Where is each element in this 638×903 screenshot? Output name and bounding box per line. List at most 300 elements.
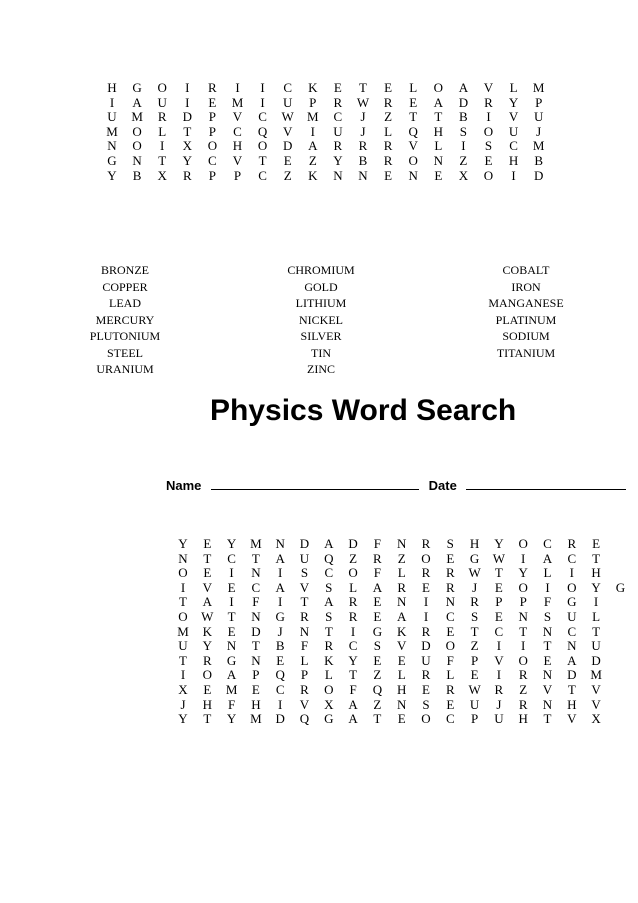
top-grid-letter[interactable]: J (536, 123, 542, 139)
top-grid-letter[interactable]: I (511, 167, 516, 183)
bottom-grid-letter[interactable]: P (470, 652, 479, 668)
bottom-grid-letter[interactable]: I (593, 594, 599, 610)
bottom-grid-letter[interactable]: H (202, 696, 212, 712)
bottom-grid-letter[interactable]: A (275, 579, 285, 595)
bottom-grid-letter[interactable]: X (324, 696, 334, 712)
top-grid-letter[interactable]: Y (508, 94, 519, 110)
bottom-grid-letter[interactable]: U (421, 652, 431, 668)
bottom-grid-letter[interactable]: A (324, 536, 334, 551)
bottom-grid-letter[interactable]: S (300, 565, 309, 581)
bottom-grid-letter[interactable]: F (300, 638, 309, 654)
bottom-grid-letter[interactable]: Y (178, 711, 188, 727)
bottom-grid-letter[interactable]: S (325, 579, 333, 595)
bottom-grid-letter[interactable]: J (277, 623, 283, 639)
bottom-grid-letter[interactable]: R (373, 550, 382, 566)
bottom-grid-letter[interactable]: T (470, 623, 479, 639)
bottom-grid-letter[interactable]: E (373, 609, 382, 624)
bottom-grid-letter[interactable]: A (372, 579, 383, 595)
bottom-grid-letter[interactable]: V (299, 579, 310, 595)
top-grid-letter[interactable]: R (157, 109, 167, 125)
bottom-grid-letter[interactable]: G (324, 711, 334, 727)
bottom-grid-letter[interactable]: R (445, 682, 455, 697)
bottom-grid-letter[interactable]: A (324, 594, 334, 610)
bottom-grid-letter[interactable]: C (251, 579, 261, 595)
bottom-grid-letter[interactable]: L (300, 652, 309, 668)
top-grid-letter[interactable]: R (208, 80, 217, 95)
bottom-grid-letter[interactable]: W (468, 565, 481, 581)
bottom-grid-letter[interactable]: E (227, 579, 236, 595)
top-grid-letter[interactable]: O (257, 138, 268, 154)
top-grid-letter[interactable]: U (533, 109, 544, 125)
bottom-grid-letter[interactable]: N (251, 652, 261, 668)
bottom-grid-letter[interactable]: F (446, 652, 454, 668)
bottom-grid-letter[interactable]: H (567, 696, 577, 712)
bottom-grid-letter[interactable]: C (567, 623, 577, 639)
top-grid-letter[interactable]: O (483, 167, 494, 183)
bottom-grid-letter[interactable]: E (422, 579, 430, 595)
bottom-grid-letter[interactable]: P (252, 667, 260, 683)
top-grid-letter[interactable]: I (310, 123, 315, 139)
top-grid-letter[interactable]: V (508, 109, 519, 125)
bottom-grid-letter[interactable]: N (542, 623, 553, 639)
top-grid-letter[interactable]: M (106, 123, 118, 139)
bottom-grid-letter[interactable]: E (203, 536, 212, 551)
bottom-grid-letter[interactable]: I (496, 667, 502, 683)
bottom-grid-letter[interactable]: Z (470, 638, 479, 654)
bottom-grid-letter[interactable]: N (542, 696, 553, 712)
bottom-grid-letter[interactable]: T (519, 623, 528, 639)
bottom-grid-letter[interactable]: B (275, 638, 285, 654)
bottom-grid-letter[interactable]: T (592, 550, 601, 566)
top-grid-letter[interactable]: T (158, 153, 167, 168)
bottom-grid-letter[interactable]: S (446, 536, 454, 551)
top-grid-letter[interactable]: R (484, 94, 493, 110)
bottom-grid-letter[interactable]: E (227, 623, 236, 639)
top-grid-letter[interactable]: C (208, 153, 217, 168)
bottom-grid-letter[interactable]: A (226, 667, 237, 683)
top-grid-letter[interactable]: Z (283, 167, 292, 183)
top-grid-letter[interactable]: B (459, 109, 468, 125)
top-grid-letter[interactable]: N (132, 153, 142, 168)
top-grid-letter[interactable]: E (384, 80, 393, 95)
bottom-grid-letter[interactable]: F (349, 682, 357, 697)
bottom-grid-letter[interactable]: G (275, 609, 285, 624)
top-grid-letter[interactable]: B (132, 167, 142, 183)
bottom-grid-letter[interactable]: N (251, 565, 261, 581)
top-grid-letter[interactable]: M (307, 109, 319, 125)
bottom-grid-letter[interactable]: E (543, 652, 552, 668)
top-grid-letter[interactable]: P (535, 94, 543, 110)
bottom-grid-letter[interactable]: K (396, 623, 407, 639)
bottom-grid-letter[interactable]: O (567, 579, 577, 595)
bottom-grid-letter[interactable]: E (446, 696, 455, 712)
top-grid-letter[interactable]: K (308, 167, 318, 183)
top-grid-letter[interactable]: V (232, 109, 243, 125)
top-grid-letter[interactable]: B (358, 153, 368, 168)
bottom-grid-letter[interactable]: A (202, 594, 212, 610)
bottom-grid-letter[interactable]: F (373, 565, 381, 581)
bottom-grid-letter[interactable]: I (278, 696, 283, 712)
bottom-grid-letter[interactable]: P (470, 711, 479, 727)
bottom-grid-letter[interactable]: E (203, 682, 212, 697)
top-grid-letter[interactable]: M (231, 94, 244, 110)
top-grid-letter[interactable]: I (235, 80, 240, 95)
top-grid-letter[interactable]: H (508, 153, 519, 168)
bottom-grid-letter[interactable]: O (421, 550, 431, 566)
top-grid-letter[interactable]: P (208, 109, 216, 125)
top-grid-letter[interactable]: D (458, 94, 469, 110)
bottom-grid-letter[interactable]: E (422, 682, 430, 697)
top-grid-letter[interactable]: J (360, 123, 366, 139)
bottom-grid-letter[interactable]: U (591, 638, 601, 654)
bottom-grid-letter[interactable]: T (179, 652, 187, 668)
bottom-grid-letter[interactable]: F (543, 594, 552, 610)
top-grid-letter[interactable]: N (408, 167, 418, 183)
top-grid-letter[interactable]: O (132, 123, 142, 139)
bottom-grid-letter[interactable]: O (518, 536, 528, 551)
bottom-grid-letter[interactable]: L (349, 579, 358, 595)
top-grid-letter[interactable]: L (509, 80, 518, 95)
bottom-grid-letter[interactable]: R (348, 609, 358, 624)
top-grid-letter[interactable]: I (260, 94, 265, 110)
bottom-grid-letter[interactable]: T (373, 711, 382, 727)
bottom-grid-letter[interactable]: L (397, 565, 406, 581)
bottom-grid-letter[interactable]: E (397, 652, 406, 668)
top-grid-letter[interactable]: X (182, 138, 192, 154)
top-grid-letter[interactable]: U (333, 123, 343, 139)
bottom-grid-letter[interactable]: T (494, 565, 503, 581)
bottom-grid-letter[interactable]: T (203, 550, 212, 566)
bottom-grid-letter[interactable]: R (494, 682, 504, 697)
bottom-grid-letter[interactable]: T (592, 623, 601, 639)
top-grid-letter[interactable]: L (158, 123, 167, 139)
bottom-grid-letter[interactable]: H (396, 682, 407, 697)
bottom-grid-letter[interactable]: L (397, 667, 406, 683)
top-grid-letter[interactable]: I (109, 94, 115, 110)
bottom-grid-letter[interactable]: A (275, 550, 285, 566)
top-grid-letter[interactable]: E (484, 153, 493, 168)
bottom-grid-letter[interactable]: C (275, 682, 285, 697)
bottom-grid-letter[interactable]: V (396, 638, 407, 654)
bottom-grid-letter[interactable]: V (591, 696, 601, 712)
top-grid-letter[interactable]: O (207, 138, 218, 154)
top-grid-letter[interactable]: I (185, 80, 190, 95)
bottom-grid-letter[interactable]: T (543, 638, 552, 654)
bottom-grid-letter[interactable]: S (325, 609, 333, 624)
bottom-grid-letter[interactable]: H (591, 565, 601, 581)
bottom-grid-letter[interactable]: T (543, 711, 552, 727)
bottom-grid-letter[interactable]: U (299, 550, 310, 566)
top-grid-letter[interactable]: E (283, 153, 292, 168)
bottom-grid-letter[interactable]: Z (373, 667, 382, 683)
top-grid-letter[interactable]: E (208, 94, 217, 110)
bottom-grid-letter[interactable]: S (373, 638, 381, 654)
bottom-grid-letter[interactable]: R (421, 667, 431, 683)
bottom-grid-letter[interactable]: E (397, 711, 406, 727)
bottom-grid-letter[interactable]: N (299, 623, 310, 639)
bottom-grid-letter[interactable]: R (300, 682, 309, 697)
bottom-grid-letter[interactable]: R (518, 667, 528, 683)
top-grid-letter[interactable]: S (459, 123, 467, 139)
bottom-grid-letter[interactable]: R (421, 623, 431, 639)
bottom-grid-letter[interactable]: O (178, 565, 188, 581)
top-grid-letter[interactable]: U (107, 109, 117, 125)
top-grid-letter[interactable]: E (384, 167, 393, 183)
top-grid-letter[interactable]: Y (182, 153, 192, 168)
bottom-grid-letter[interactable]: V (542, 682, 553, 697)
top-grid-letter[interactable]: R (358, 138, 368, 154)
top-grid-letter[interactable]: X (157, 167, 167, 183)
bottom-grid-letter[interactable]: T (203, 711, 212, 727)
top-grid-letter[interactable]: U (157, 94, 167, 110)
top-grid-letter[interactable]: T (409, 109, 418, 125)
top-grid-letter[interactable]: V (483, 80, 494, 95)
bottom-grid-letter[interactable]: N (226, 638, 237, 654)
bottom-grid-letter[interactable]: N (396, 696, 407, 712)
bottom-grid-letter[interactable]: U (178, 638, 188, 654)
bottom-grid-letter[interactable]: C (543, 536, 552, 551)
bottom-grid-letter[interactable]: T (251, 638, 260, 654)
top-grid-letter[interactable]: C (233, 123, 242, 139)
top-grid-letter[interactable]: A (132, 94, 142, 110)
top-grid-letter[interactable]: S (484, 138, 493, 154)
bottom-grid-letter[interactable]: A (542, 550, 553, 566)
bottom-grid-letter[interactable]: F (252, 594, 260, 610)
bottom-grid-letter[interactable]: I (545, 579, 550, 595)
bottom-grid-letter[interactable]: I (521, 638, 526, 654)
bottom-grid-letter[interactable]: R (567, 536, 577, 551)
bottom-grid-letter[interactable]: D (591, 652, 601, 668)
bottom-grid-letter[interactable]: W (468, 682, 481, 697)
top-grid-letter[interactable]: T (183, 123, 192, 139)
bottom-grid-letter[interactable]: W (492, 550, 506, 566)
bottom-grid-letter[interactable]: D (348, 536, 358, 551)
bottom-grid-letter[interactable]: C (494, 623, 504, 639)
top-grid-letter[interactable]: A (458, 80, 469, 95)
top-grid-letter[interactable]: P (208, 167, 216, 183)
top-grid-letter[interactable]: I (461, 138, 466, 154)
bottom-grid-letter[interactable]: Z (519, 682, 528, 697)
bottom-grid-letter[interactable]: M (250, 536, 262, 551)
top-grid-letter[interactable]: R (383, 94, 393, 110)
bottom-grid-letter[interactable]: L (592, 609, 601, 624)
bottom-grid-letter[interactable]: O (202, 667, 212, 683)
bottom-grid-letter[interactable]: E (446, 623, 455, 639)
top-grid-letter[interactable]: U (508, 123, 519, 139)
bottom-grid-letter[interactable]: S (470, 609, 479, 624)
bottom-grid-letter[interactable]: M (590, 667, 602, 683)
bottom-grid-letter[interactable]: H (518, 711, 528, 727)
bottom-grid-letter[interactable]: L (324, 667, 333, 683)
bottom-grid-letter[interactable]: X (591, 711, 601, 727)
bottom-grid-letter[interactable]: Y (202, 638, 212, 654)
top-grid-letter[interactable]: H (232, 138, 243, 154)
top-grid-letter[interactable]: M (131, 109, 143, 125)
top-grid-letter[interactable]: L (409, 80, 418, 95)
bottom-grid-letter[interactable]: V (591, 682, 601, 697)
bottom-grid-letter[interactable]: Q (275, 667, 285, 683)
top-grid-letter[interactable]: C (258, 109, 267, 125)
bottom-grid-letter[interactable]: R (348, 594, 358, 610)
top-grid-letter[interactable]: M (532, 138, 545, 154)
top-grid-letter[interactable]: M (532, 80, 545, 95)
top-grid-letter[interactable]: E (409, 94, 418, 110)
top-grid-letter[interactable]: O (408, 153, 418, 168)
bottom-grid-letter[interactable]: T (300, 594, 309, 610)
bottom-grid-letter[interactable]: R (445, 579, 455, 595)
bottom-grid-letter[interactable]: N (445, 594, 455, 610)
bottom-grid-letter[interactable]: R (470, 594, 479, 610)
top-grid-letter[interactable]: R (333, 138, 343, 154)
bottom-grid-letter[interactable]: G (567, 594, 577, 610)
bottom-grid-letter[interactable]: S (422, 696, 430, 712)
top-grid-letter[interactable]: D (533, 167, 544, 183)
bottom-grid-letter[interactable]: T (567, 682, 576, 697)
bottom-grid-letter[interactable]: T (324, 623, 333, 639)
bottom-grid-letter[interactable]: N (518, 609, 528, 624)
bottom-grid-letter[interactable]: L (446, 667, 455, 683)
top-grid-letter[interactable]: I (260, 80, 265, 95)
top-grid-letter[interactable]: R (333, 94, 343, 110)
bottom-grid-letter[interactable]: D (299, 536, 310, 551)
top-grid-letter[interactable]: W (356, 94, 370, 110)
top-grid-letter[interactable]: P (309, 94, 317, 110)
bottom-grid-letter[interactable]: R (397, 579, 407, 595)
bottom-grid-letter[interactable]: O (348, 565, 358, 581)
top-grid-letter[interactable]: G (107, 153, 117, 168)
top-grid-letter[interactable]: A (433, 94, 443, 110)
name-blank[interactable] (211, 476, 419, 490)
top-grid-letter[interactable]: V (408, 138, 418, 154)
top-grid-letter[interactable]: T (359, 80, 367, 95)
bottom-grid-letter[interactable]: I (278, 594, 283, 610)
top-grid-letter[interactable]: N (107, 138, 117, 154)
bottom-grid-letter[interactable]: M (250, 711, 262, 727)
bottom-grid-letter[interactable]: C (227, 550, 236, 566)
bottom-grid-letter[interactable]: C (445, 711, 455, 727)
bottom-grid-letter[interactable]: M (225, 682, 238, 697)
bottom-grid-letter[interactable]: R (300, 609, 309, 624)
bottom-grid-letter[interactable]: V (567, 711, 577, 727)
top-grid-letter[interactable]: T (434, 109, 443, 125)
bottom-grid-letter[interactable]: E (592, 536, 601, 551)
top-grid-letter[interactable]: O (157, 80, 167, 95)
top-grid-letter[interactable]: N (358, 167, 368, 183)
bottom-grid-letter[interactable]: E (470, 667, 479, 683)
bottom-grid-letter[interactable]: L (543, 565, 552, 581)
bottom-grid-letter[interactable]: I (569, 565, 574, 581)
bottom-grid-letter[interactable]: V (299, 696, 310, 712)
bottom-grid-letter[interactable]: Y (348, 652, 358, 668)
bottom-grid-letter[interactable]: T (349, 667, 358, 683)
top-grid-letter[interactable]: E (434, 167, 443, 183)
bottom-grid-letter[interactable]: F (227, 696, 236, 712)
bottom-grid-letter[interactable]: K (324, 652, 334, 668)
bottom-grid-letter[interactable]: R (421, 536, 431, 551)
bottom-grid-letter[interactable]: S (543, 609, 552, 624)
bottom-grid-letter[interactable]: E (373, 594, 382, 610)
bottom-grid-letter[interactable]: W (201, 609, 214, 624)
bottom-grid-letter[interactable]: Y (591, 579, 601, 595)
bottom-grid-letter[interactable]: A (567, 652, 577, 668)
top-grid-letter[interactable]: N (333, 167, 343, 183)
bottom-grid-letter[interactable]: G (372, 623, 383, 639)
bottom-grid-letter[interactable]: C (445, 609, 455, 624)
top-grid-letter[interactable]: L (384, 123, 393, 139)
top-grid-letter[interactable]: P (208, 123, 216, 139)
top-grid-letter[interactable]: J (360, 109, 366, 125)
top-grid-letter[interactable]: T (258, 153, 267, 168)
bottom-grid-letter[interactable]: Y (226, 536, 237, 551)
bottom-grid-letter[interactable]: D (251, 623, 261, 639)
bottom-grid-letter[interactable]: U (567, 609, 577, 624)
bottom-grid-letter[interactable]: I (229, 565, 234, 581)
bottom-grid-letter[interactable]: I (180, 579, 186, 595)
bottom-grid-letter[interactable]: U (469, 696, 480, 712)
top-grid-letter[interactable]: C (258, 167, 267, 183)
bottom-grid-letter[interactable]: G (615, 579, 626, 595)
top-grid-letter[interactable]: V (232, 153, 243, 168)
bottom-grid-letter[interactable]: A (348, 711, 358, 727)
top-grid-letter[interactable]: Y (107, 167, 117, 183)
bottom-grid-letter[interactable]: O (518, 652, 528, 668)
bottom-grid-letter[interactable]: V (202, 579, 212, 595)
top-grid-letter[interactable]: B (534, 153, 544, 168)
bottom-grid-letter[interactable]: C (567, 550, 577, 566)
bottom-grid-letter[interactable]: N (542, 667, 553, 683)
top-grid-letter[interactable]: L (434, 138, 443, 154)
top-grid-letter[interactable]: O (433, 80, 443, 95)
bottom-grid-letter[interactable]: H (469, 536, 480, 551)
bottom-grid-letter[interactable]: P (495, 594, 503, 610)
bottom-grid-letter[interactable]: J (472, 579, 478, 595)
top-grid-letter[interactable]: H (107, 80, 117, 95)
bottom-grid-letter[interactable]: X (178, 682, 188, 697)
bottom-grid-letter[interactable]: P (519, 594, 527, 610)
top-grid-letter[interactable]: Z (308, 153, 317, 168)
bottom-grid-letter[interactable]: Q (372, 682, 383, 697)
bottom-grid-letter[interactable]: Z (349, 550, 358, 566)
bottom-grid-letter[interactable]: H (251, 696, 261, 712)
bottom-grid-letter[interactable]: O (445, 638, 455, 654)
bottom-grid-letter[interactable]: T (251, 550, 260, 566)
top-grid-letter[interactable]: Q (257, 123, 268, 139)
bottom-grid-letter[interactable]: G (226, 652, 237, 668)
bottom-grid-letter[interactable]: K (202, 623, 212, 639)
bottom-grid-letter[interactable]: N (396, 536, 407, 551)
top-grid-letter[interactable]: K (308, 80, 318, 95)
bottom-grid-letter[interactable]: G (469, 550, 480, 566)
bottom-grid-letter[interactable]: N (275, 536, 285, 551)
bottom-grid-letter[interactable]: T (179, 594, 187, 610)
top-grid-letter[interactable]: C (509, 138, 518, 154)
bottom-grid-letter[interactable]: Z (373, 696, 382, 712)
bottom-grid-letter[interactable]: J (180, 696, 186, 712)
top-grid-letter[interactable]: C (283, 80, 293, 95)
top-grid-letter[interactable]: E (333, 80, 342, 95)
bottom-grid-letter[interactable]: D (421, 638, 431, 654)
top-grid-letter[interactable]: I (185, 94, 190, 110)
bottom-grid-letter[interactable]: U (494, 711, 504, 727)
bottom-grid-letter[interactable]: Y (518, 565, 528, 581)
bottom-grid-letter[interactable]: I (423, 594, 429, 610)
top-grid-letter[interactable]: R (383, 153, 393, 168)
bottom-grid-letter[interactable]: I (350, 623, 356, 639)
bottom-grid-letter[interactable]: N (178, 550, 188, 566)
bottom-grid-letter[interactable]: O (421, 711, 431, 727)
bottom-grid-letter[interactable]: R (324, 638, 334, 654)
top-grid-letter[interactable]: R (182, 167, 192, 183)
